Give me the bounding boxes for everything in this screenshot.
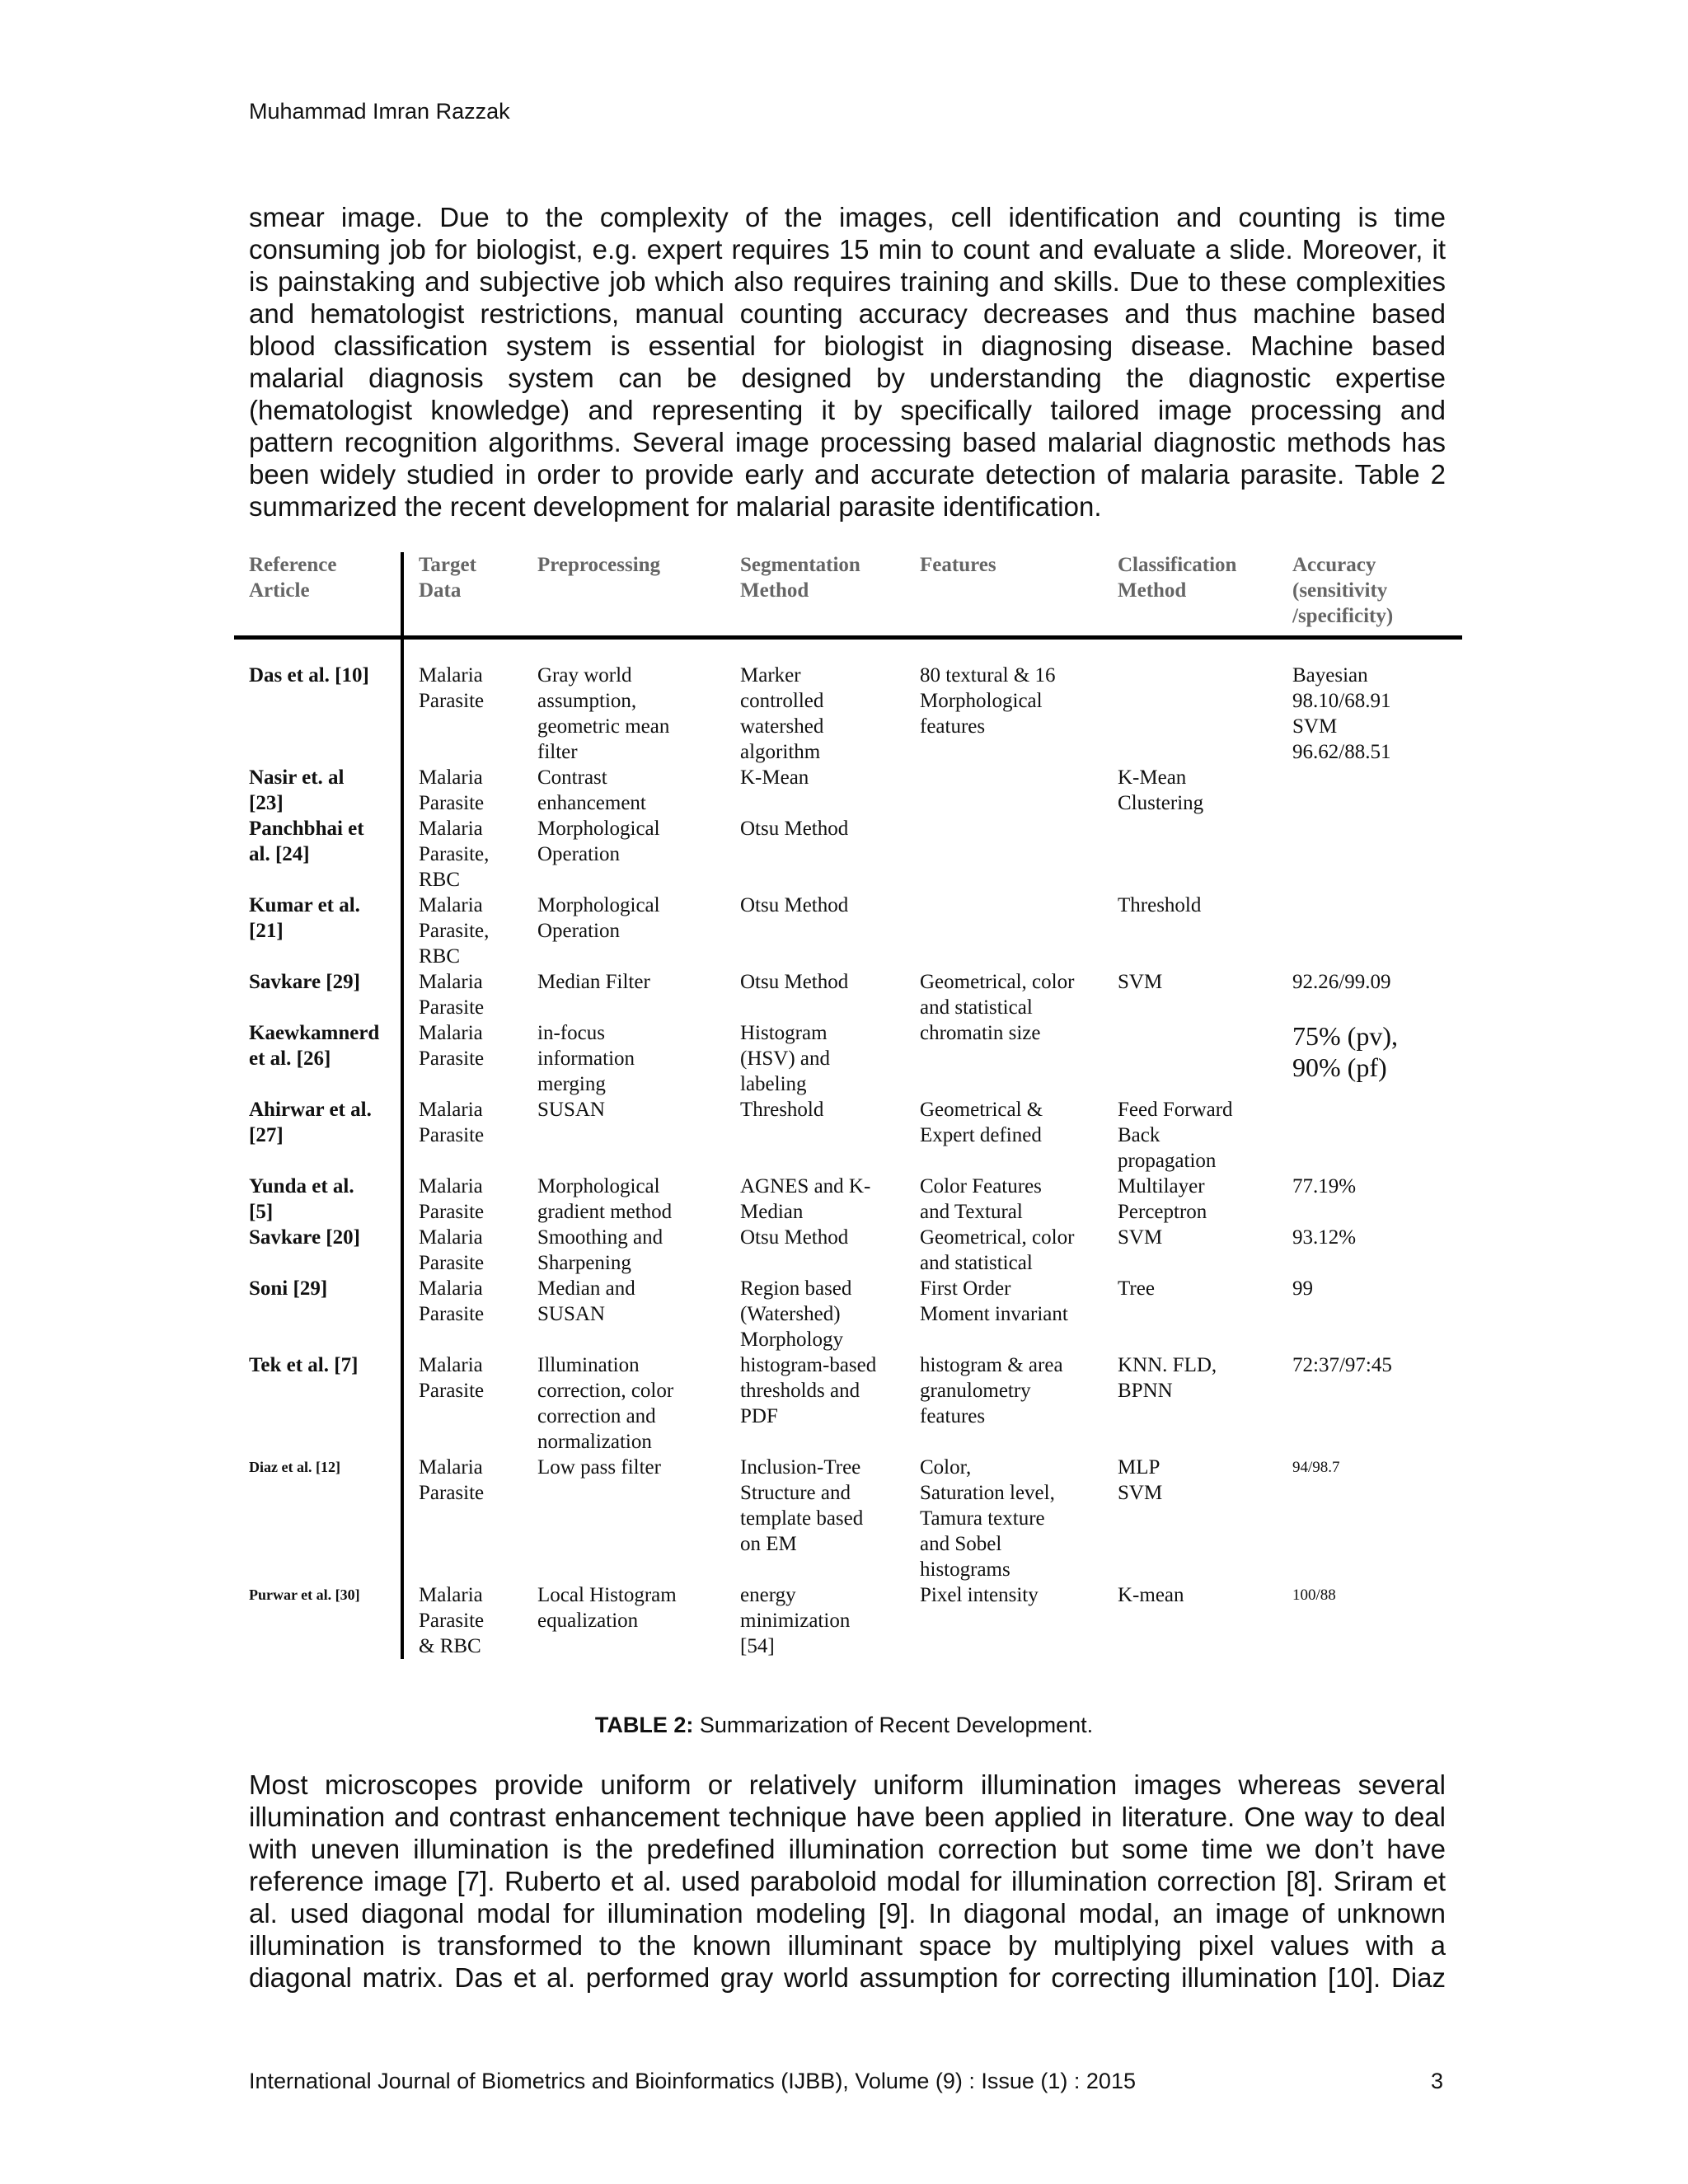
cell-accuracy: 100/88	[1292, 1586, 1336, 1604]
cell-features: Color Features and Textural	[920, 1175, 1042, 1223]
cell-classification: SVM	[1118, 1226, 1163, 1249]
cell-accuracy: 92.26/99.09	[1292, 971, 1391, 993]
header-features: Features	[920, 554, 996, 576]
text-line: with uneven illumination is the predefined illumination correction but some time we don’t have	[249, 1834, 1446, 1864]
cell-segmentation: Inclusion-Tree Structure and template based on EM	[740, 1456, 864, 1555]
cell-preprocessing: Morphological Operation	[537, 818, 660, 865]
cell-features	[905, 816, 1103, 893]
cell-features: Geometrical, color and statistical	[920, 1226, 1075, 1274]
cell-segmentation: K-Mean	[740, 766, 809, 789]
header-target-data: Target Data	[419, 554, 476, 602]
text-line: pattern recognition algorithms. Several image processing based malarial diagnostic methods has	[249, 427, 1446, 457]
footer-journal-citation: International Journal of Biometrics and Bioinformatics (IJBB), Volume (9) : Issue (1) : 2015	[249, 2069, 1136, 2093]
text-line: illumination and contrast enhancement technique have been applied in literature. One way to deal	[249, 1802, 1446, 1832]
cell-preprocessing: Low pass filter	[537, 1456, 661, 1479]
header-segmentation-method: Segmentation Method	[740, 554, 860, 602]
cell-target: Malaria Parasite	[419, 1226, 485, 1274]
cell-preprocessing: Illumination correction, color correction and normalization	[537, 1354, 674, 1453]
cell-preprocessing: Contrast enhancement	[537, 766, 646, 814]
cell-reference: Tek et al. [7]	[234, 1352, 402, 1455]
cell-classification: Tree	[1118, 1277, 1155, 1300]
cell-classification: MLP SVM	[1118, 1456, 1163, 1504]
cell-accuracy	[1278, 765, 1462, 816]
table-row	[234, 1097, 1462, 1174]
table-row	[234, 969, 1462, 1020]
cell-classification: Threshold	[1118, 894, 1202, 916]
cell-target: Malaria Parasite	[419, 1456, 485, 1504]
cell-segmentation: Otsu Method	[740, 818, 849, 840]
cell-features: Color, Saturation level, Tamura texture and Sobel histograms	[920, 1456, 1055, 1581]
cell-target: Malaria Parasite	[419, 1099, 485, 1146]
cell-reference: Panchbhai et al. [24]	[234, 816, 402, 893]
cell-features: chromatin size	[920, 1022, 1041, 1044]
table-caption-text: Summarization of Recent Development.	[693, 1713, 1094, 1737]
text-line: malarial diagnosis system can be designed by understanding the diagnostic expertise	[249, 363, 1446, 393]
cell-segmentation: Threshold	[740, 1099, 824, 1121]
cell-reference: Yunda et al. [5]	[234, 1174, 402, 1225]
table-row	[234, 1174, 1462, 1225]
table-row	[234, 1276, 1462, 1352]
text-line: illumination is transformed to the known illuminant space by multiplying pixel values with a	[249, 1930, 1446, 1961]
cell-preprocessing: Local Histogram equalization	[537, 1584, 677, 1632]
cell-target: Malaria Parasite & RBC	[419, 1584, 485, 1657]
cell-classification: Multilayer Perceptron	[1118, 1175, 1207, 1223]
cell-reference: Kumar et al. [21]	[234, 893, 402, 969]
cell-target: Malaria Parasite, RBC	[419, 818, 490, 891]
cell-classification	[1103, 1020, 1278, 1097]
header-classification-method: Classification Method	[1118, 554, 1237, 602]
text-line: Most microscopes provide uniform or relatively uniform illumination images whereas several	[249, 1769, 1446, 1800]
summary-table	[234, 552, 1462, 1659]
table-row	[234, 893, 1462, 969]
cell-features: Pixel intensity	[920, 1584, 1039, 1606]
text-line: been widely studied in order to provide early and accurate detection of malaria parasite. Table 2	[249, 459, 1446, 490]
cell-reference: Kaewkamnerd et al. [26]	[234, 1020, 402, 1097]
table-row	[234, 638, 1462, 766]
body-paragraph-2	[249, 1769, 1446, 1994]
table-caption	[0, 1713, 1688, 1738]
cell-accuracy	[1278, 893, 1462, 969]
footer-page-number: 3	[1431, 2069, 1444, 2093]
cell-accuracy: 75% (pv), 90% (pf)	[1292, 1021, 1398, 1082]
cell-classification: KNN. FLD, BPNN	[1118, 1354, 1217, 1402]
cell-target: Malaria Parasite	[419, 1277, 485, 1325]
cell-classification: K-Mean Clustering	[1118, 766, 1204, 814]
table-caption-label: TABLE 2:	[594, 1713, 694, 1737]
cell-features: Geometrical, color and statistical	[920, 971, 1075, 1019]
cell-reference: Savkare [20]	[234, 1225, 402, 1276]
table-row	[234, 1582, 1462, 1659]
cell-features: Geometrical & Expert defined	[920, 1099, 1043, 1146]
cell-accuracy: 77.19%	[1292, 1175, 1357, 1197]
cell-segmentation: Marker controlled watershed algorithm	[740, 664, 824, 763]
cell-features	[905, 765, 1103, 816]
text-line: (hematologist knowledge) and representing it by specifically tailored image processing and	[249, 395, 1446, 425]
cell-reference: Purwar et al. [30]	[234, 1582, 402, 1659]
cell-target: Malaria Parasite, RBC	[419, 894, 490, 968]
cell-reference: Diaz et al. [12]	[234, 1455, 402, 1582]
cell-classification: SVM	[1118, 971, 1163, 993]
cell-segmentation: Otsu Method	[740, 971, 849, 993]
cell-preprocessing: Median and SUSAN	[537, 1277, 635, 1325]
cell-reference: Soni [29]	[234, 1276, 402, 1352]
cell-preprocessing: Median Filter	[537, 971, 650, 993]
table-row	[234, 816, 1462, 893]
cell-accuracy: Bayesian 98.10/68.91 SVM 96.62/88.51	[1292, 664, 1391, 763]
cell-segmentation: Histogram (HSV) and labeling	[740, 1022, 831, 1095]
text-line: summarized the recent development for malarial parasite identification.	[249, 491, 1102, 522]
cell-features: 80 textural & 16 Morphological features	[920, 664, 1056, 738]
text-line: blood classification system is essential for biologist in diagnosing disease. Machine based	[249, 330, 1446, 361]
cell-accuracy	[1278, 816, 1462, 893]
cell-segmentation: Otsu Method	[740, 1226, 849, 1249]
cell-reference: Savkare [29]	[234, 969, 402, 1020]
cell-segmentation: Region based (Watershed) Morphology	[740, 1277, 852, 1351]
cell-segmentation: energy minimization [54]	[740, 1584, 851, 1657]
header-preprocessing: Preprocessing	[537, 554, 661, 576]
cell-accuracy: 94/98.7	[1292, 1459, 1340, 1476]
running-header-author: Muhammad Imran Razzak	[249, 99, 510, 124]
body-paragraph-1	[249, 201, 1446, 523]
text-line: smear image. Due to the complexity of the images, cell identification and counting is time	[249, 202, 1446, 232]
cell-target: Malaria Parasite	[419, 1354, 485, 1402]
table-header-row	[234, 552, 1462, 638]
cell-preprocessing: SUSAN	[537, 1099, 605, 1121]
cell-preprocessing: Morphological gradient method	[537, 1175, 673, 1223]
table-row	[234, 1225, 1462, 1276]
cell-preprocessing: Gray world assumption, geometric mean filter	[537, 664, 670, 763]
cell-segmentation: AGNES and K- Median	[740, 1175, 871, 1223]
cell-reference: Das et al. [10]	[234, 638, 402, 766]
cell-accuracy: 99	[1292, 1277, 1313, 1300]
table-row	[234, 765, 1462, 816]
cell-preprocessing: Morphological Operation	[537, 894, 660, 942]
cell-reference: Nasir et. al [23]	[234, 765, 402, 816]
cell-segmentation: Otsu Method	[740, 894, 849, 916]
header-reference-article: Reference Article	[234, 552, 402, 638]
cell-preprocessing: Smoothing and Sharpening	[537, 1226, 663, 1274]
cell-features: histogram & area granulometry features	[920, 1354, 1063, 1427]
table-row	[234, 1352, 1462, 1455]
text-line: reference image [7]. Ruberto et al. used paraboloid modal for illumination correction [8]. Sriram et	[249, 1866, 1446, 1896]
cell-classification	[1103, 816, 1278, 893]
cell-accuracy: 72:37/97:45	[1292, 1354, 1392, 1376]
text-line: al. used diagonal modal for illumination modeling [9]. In diagonal modal, an image of unknown	[249, 1898, 1446, 1929]
text-line: is painstaking and subjective job which also requires training and skills. Due to these complexities	[249, 266, 1446, 297]
cell-classification: Feed Forward Back propagation	[1118, 1099, 1233, 1172]
cell-features	[905, 893, 1103, 969]
table-row	[234, 1455, 1462, 1582]
text-line: and hematologist restrictions, manual counting accuracy decreases and thus machine based	[249, 298, 1446, 329]
cell-target: Malaria Parasite	[419, 766, 485, 814]
cell-target: Malaria Parasite	[419, 1022, 485, 1070]
cell-classification: K-mean	[1118, 1584, 1184, 1606]
cell-target: Malaria Parasite	[419, 971, 485, 1019]
cell-segmentation: histogram-based thresholds and PDF	[740, 1354, 877, 1427]
cell-classification	[1103, 638, 1278, 766]
text-line: diagonal matrix. Das et al. performed gray world assumption for correcting illumination [10]. Diaz	[249, 1962, 1446, 1993]
summary-table-container	[234, 552, 1462, 1659]
header-accuracy: Accuracy (sensitivity /specificity)	[1292, 554, 1394, 627]
cell-reference: Ahirwar et al. [27]	[234, 1097, 402, 1174]
text-line: consuming job for biologist, e.g. expert requires 15 min to count and evaluate a slide. Moreover, it	[249, 234, 1446, 265]
cell-preprocessing: in-focus information merging	[537, 1022, 635, 1095]
cell-target: Malaria Parasite	[419, 664, 485, 712]
cell-target: Malaria Parasite	[419, 1175, 485, 1223]
cell-features: First Order Moment invariant	[920, 1277, 1068, 1325]
cell-accuracy: 93.12%	[1292, 1226, 1357, 1249]
table-row	[234, 1020, 1462, 1097]
cell-accuracy	[1278, 1097, 1462, 1174]
